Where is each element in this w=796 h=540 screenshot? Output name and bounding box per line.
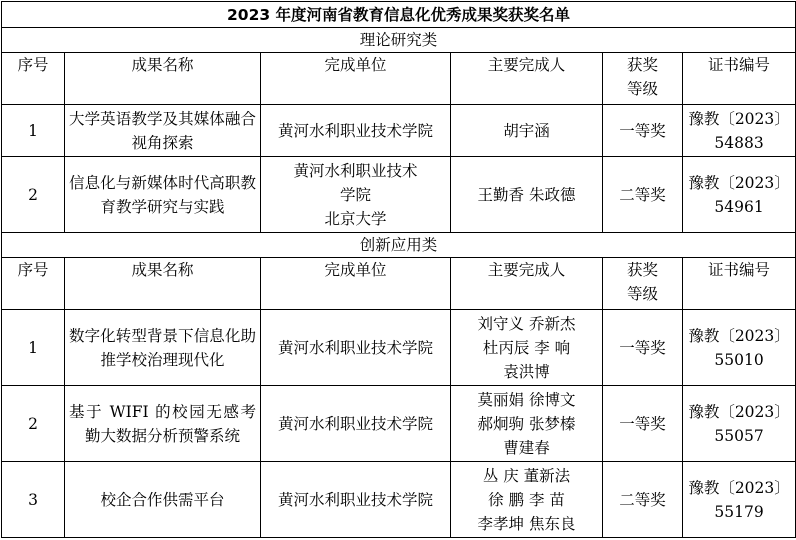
cell-unit: 黄河水利职业技术学院 <box>261 105 451 157</box>
cell-seq: 1 <box>2 105 65 157</box>
header-unit: 完成单位 <box>261 53 451 105</box>
cell-people: 胡宇涵 <box>451 105 603 157</box>
cell-name: 校企合作供需平台 <box>65 462 261 538</box>
awards-table <box>1 1 796 538</box>
cell-level: 一等奖 <box>603 105 683 157</box>
header-name: 成果名称 <box>65 53 261 105</box>
table-row <box>2 386 796 462</box>
header-cert: 证书编号 <box>683 53 796 105</box>
cell-seq: 1 <box>2 310 65 386</box>
section-heading-theory: 理论研究类 <box>2 28 796 53</box>
header-seq: 序号 <box>2 53 65 105</box>
cell-level: 一等奖 <box>603 386 683 462</box>
cell-level: 二等奖 <box>603 157 683 233</box>
header-cert: 证书编号 <box>683 258 796 310</box>
header-seq: 序号 <box>2 258 65 310</box>
cell-unit: 黄河水利职业技术学院 <box>261 310 451 386</box>
table-row <box>2 310 796 386</box>
cell-level: 一等奖 <box>603 310 683 386</box>
cell-people: 丛 庆 董新法 徐 鹏 李 苗 李孝坤 焦东良 <box>451 462 603 538</box>
cell-cert: 豫教〔2023〕 55179 <box>683 462 796 538</box>
table-row <box>2 462 796 538</box>
table-row <box>2 157 796 233</box>
cell-seq: 3 <box>2 462 65 538</box>
cell-unit: 黄河水利职业技术学院 <box>261 462 451 538</box>
header-level: 获奖 等级 <box>603 53 683 105</box>
header-name: 成果名称 <box>65 258 261 310</box>
cell-level: 二等奖 <box>603 462 683 538</box>
cell-people: 王勤香 朱政德 <box>451 157 603 233</box>
header-people: 主要完成人 <box>451 53 603 105</box>
cell-people: 莫丽娟 徐博文 郝炯驹 张梦榛 曹建春 <box>451 386 603 462</box>
cell-people: 刘守义 乔新杰 杜丙辰 李 响 袁洪博 <box>451 310 603 386</box>
table-title: 2023 年度河南省教育信息化优秀成果奖获奖名单 <box>2 2 796 28</box>
header-row <box>2 53 796 105</box>
cell-name: 基于 WIFI 的校园无感考勤大数据分析预警系统 <box>65 386 261 462</box>
header-row <box>2 258 796 310</box>
cell-cert: 豫教〔2023〕 55010 <box>683 310 796 386</box>
header-level: 获奖 等级 <box>603 258 683 310</box>
table-row <box>2 105 796 157</box>
cell-name: 大学英语教学及其媒体融合视角探索 <box>65 105 261 157</box>
cell-name: 数字化转型背景下信息化助推学校治理现代化 <box>65 310 261 386</box>
cell-unit: 黄河水利职业技术 学院 北京大学 <box>261 157 451 233</box>
cell-unit: 黄河水利职业技术学院 <box>261 386 451 462</box>
section-heading-application: 创新应用类 <box>2 233 796 258</box>
header-people: 主要完成人 <box>451 258 603 310</box>
cell-cert: 豫教〔2023〕 54883 <box>683 105 796 157</box>
header-unit: 完成单位 <box>261 258 451 310</box>
cell-seq: 2 <box>2 157 65 233</box>
cell-cert: 豫教〔2023〕 55057 <box>683 386 796 462</box>
cell-cert: 豫教〔2023〕 54961 <box>683 157 796 233</box>
cell-seq: 2 <box>2 386 65 462</box>
cell-name: 信息化与新媒体时代高职教育教学研究与实践 <box>65 157 261 233</box>
